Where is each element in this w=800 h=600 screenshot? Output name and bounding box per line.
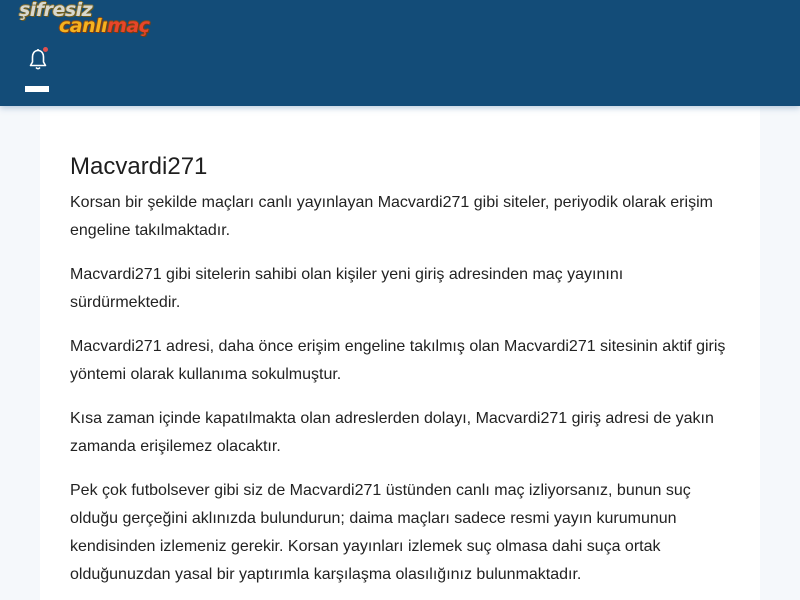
notification-badge xyxy=(43,47,48,52)
article-paragraph: Macvardi271 gibi sitelerin sahibi olan kişiler yeni giriş adresinden maç yayınını sürdürmektedir. xyxy=(70,266,624,311)
article-paragraph: Pek çok futbolsever gibi siz de Macvardi271 üstünden canlı maç izliyorsanız, bunun suç olduğu gerçeğini aklınızda bulundurun; daima maçları sadece resmi yayın kurumunun kendisinden izlemeniz gerekir. Korsan yayınları izlemek suç olmasa dahi suça ortak olduğunuzdan yasal bir yaptırımla karşılaşma olasılığınız bulunmaktadır. xyxy=(70,482,691,583)
logo-line-2-part-1: canlı xyxy=(59,15,108,37)
article-paragraph: Kısa zaman içinde kapatılmakta olan adreslerden dolayı, Macvardi271 giriş adresi de yakın zamanda erişilemez olacaktır. xyxy=(70,410,714,455)
logo-line-2-part-2: maç xyxy=(107,15,150,37)
hamburger-menu-icon[interactable] xyxy=(25,86,49,92)
article xyxy=(70,150,735,600)
logo-line-2 xyxy=(59,17,150,36)
article-paragraph: Macvardi271 adresi, daha önce erişim engeline takılmış olan Macvardi271 sitesinin aktif giriş yöntemi olarak kullanıma sokulmuştur. xyxy=(70,338,726,383)
article-title: Macvardi271 xyxy=(70,153,208,180)
content-card xyxy=(40,106,760,600)
logo-line-1: şifresiz xyxy=(19,0,93,21)
site-header xyxy=(0,0,800,106)
article-paragraph: Korsan bir şekilde maçları canlı yayınlayan Macvardi271 gibi siteler, periyodik olarak erişim engeline takılmaktadır. xyxy=(70,194,713,239)
site-logo[interactable] xyxy=(19,0,167,42)
